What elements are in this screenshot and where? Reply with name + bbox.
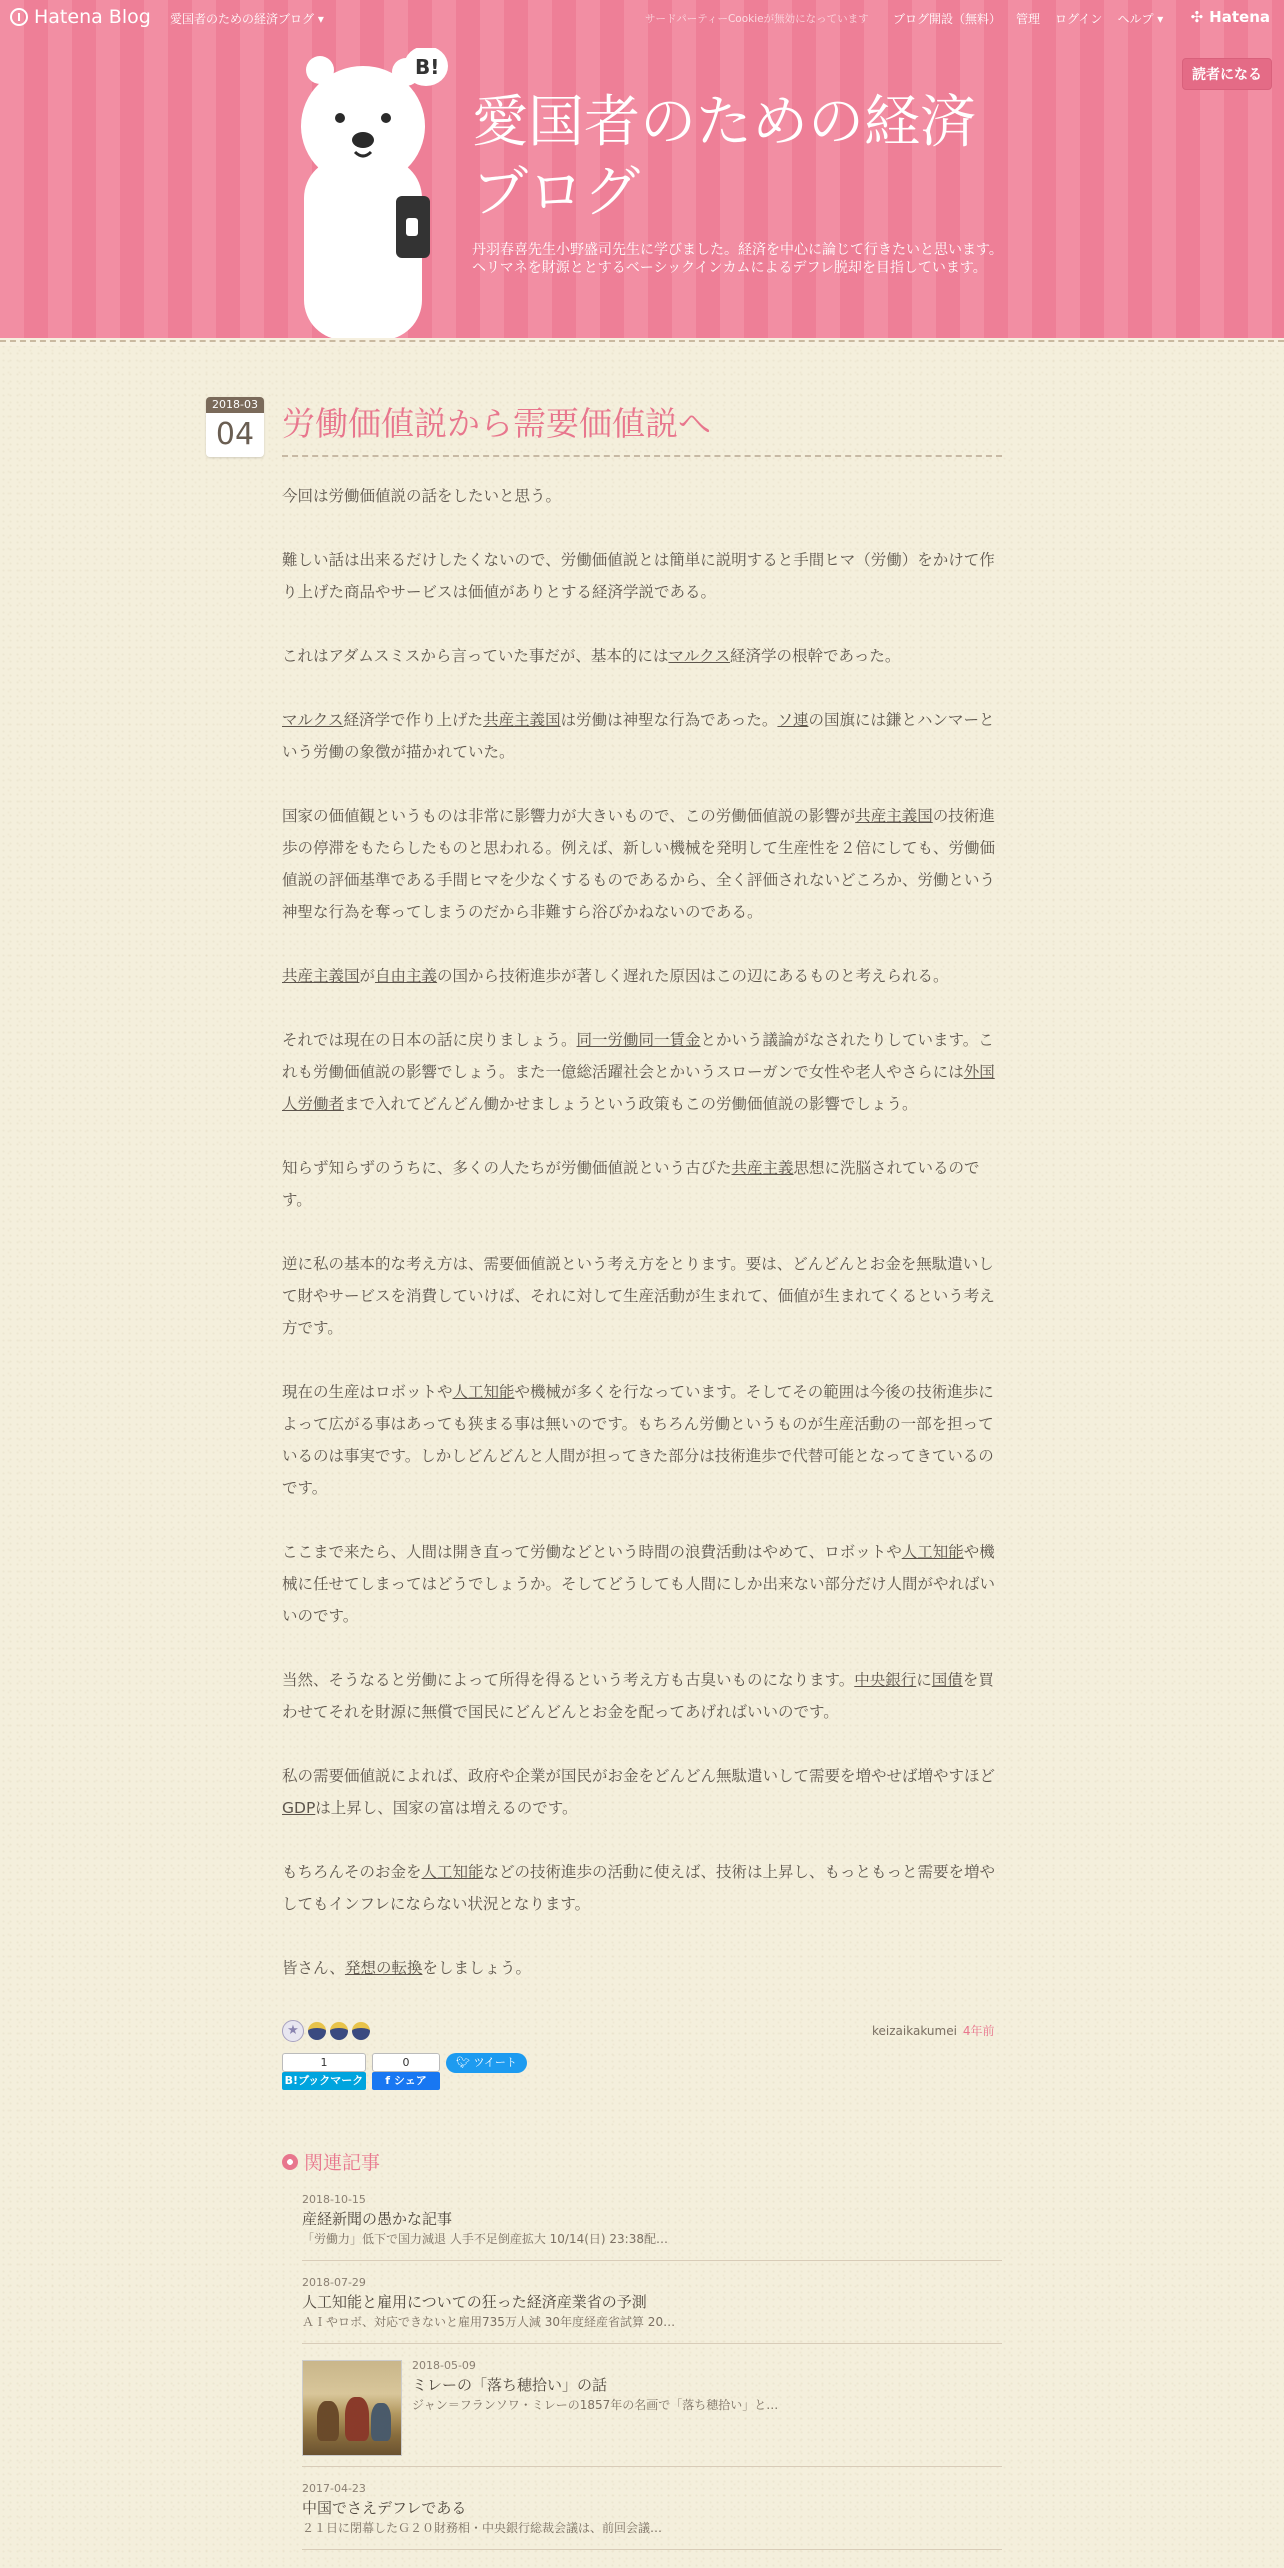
related-heading-text: 関連記事 xyxy=(304,2152,381,2174)
paragraph-text: の技術進歩の停滞をもたらしたものと思われる。例えば、新しい機械を発明して生産性を２倍にしても、労働価値説の評価基準である手間ヒマを少なくするものであるから、全く評価されないどころか、労働という神聖な行為を奪ってしまうのだから非難すら浴びかねないのである。 xyxy=(282,807,996,921)
paragraph-text: 現在の生産はロボットや xyxy=(282,1383,453,1401)
paragraph-text: 当然、そうなると労働によって所得を得るという考え方も古臭いものになります。 xyxy=(282,1671,855,1689)
related-article-item[interactable] xyxy=(302,2190,1002,2261)
keyword-link[interactable]: 外国人労働者 xyxy=(282,1063,995,1113)
hatena-menu[interactable] xyxy=(1191,8,1270,26)
keyword-link[interactable]: 共産主義国 xyxy=(282,967,360,985)
entry-paragraph xyxy=(282,1152,1002,1216)
entry-date-day: 04 xyxy=(206,413,264,457)
header-divider xyxy=(0,338,1284,346)
tweet-button[interactable] xyxy=(446,2053,527,2073)
hatena-dots-icon: ✣ xyxy=(1190,8,1204,26)
related-article-item[interactable] xyxy=(302,2479,1002,2550)
paragraph-text: に xyxy=(916,1671,932,1689)
logo-text: Hatena Blog xyxy=(34,6,151,28)
paragraph-text: 思想に洗脳されているのです。 xyxy=(282,1159,980,1209)
paragraph-text: をしましょう。 xyxy=(422,1959,531,1977)
related-article-item[interactable] xyxy=(302,2356,1002,2467)
paragraph-text: が xyxy=(359,967,376,985)
paragraph-text: 今回は労働価値説の話をしたいと思う。 xyxy=(282,487,562,505)
entry-time-ago[interactable]: 4年前 xyxy=(962,2024,995,2038)
related-article-date: 2017-04-23 xyxy=(302,2482,366,2495)
entry-byline xyxy=(872,2022,995,2039)
hatena-bookmark-button[interactable]: B!ブックマーク xyxy=(282,2072,366,2090)
blog-description: 丹羽春喜先生小野盛司先生に学びました。経済を中心に論じて行きたいと思います。ヘリマネを財源ととするベーシックインカムによるデフレ脱却を目指しています。 xyxy=(472,242,1003,276)
facebook-share-button[interactable]: f シェア xyxy=(372,2072,440,2090)
keyword-link[interactable]: 国債 xyxy=(931,1671,963,1689)
entry-date-badge[interactable] xyxy=(206,397,264,457)
keyword-link[interactable]: 共産主義国 xyxy=(483,711,561,729)
paragraph-text: 逆に私の基本的な考え方は、需要価値説という考え方をとります。要は、どんどんとお金を無駄遣いして財やサービスを消費していけば、それに対して生産活動が生まれて、価値が生まれてくるという考え方です。 xyxy=(282,1255,995,1337)
keyword-link[interactable]: 人工知能 xyxy=(421,1863,484,1881)
bear-mascot-illustration xyxy=(278,48,468,340)
keyword-link[interactable]: 発想の転換 xyxy=(344,1959,423,1977)
related-article-date: 2018-05-09 xyxy=(412,2359,476,2372)
paragraph-text: それでは現在の日本の話に戻りましょう。 xyxy=(282,1031,577,1049)
entry-content xyxy=(282,480,1002,2016)
paragraph-text: 国家の価値観というものは非常に影響力が大きいもので、この労働価値説の影響が xyxy=(282,807,856,825)
keyword-link[interactable]: 同一労働同一賃金 xyxy=(576,1031,701,1049)
header-links xyxy=(893,10,1163,27)
flower-icon xyxy=(282,2154,298,2170)
keyword-link[interactable]: 共産主義国 xyxy=(855,807,933,825)
cookie-notice: サードパーティーCookieが無効になっています xyxy=(645,13,869,25)
keyword-link[interactable]: ソ連 xyxy=(777,711,809,729)
related-article-thumbnail[interactable] xyxy=(302,2360,402,2456)
paragraph-text: は労働は神聖な行為であった。 xyxy=(560,711,778,729)
paragraph-text: の国から技術進歩が著しく遅れた原因はこの辺にあるものと考えられる。 xyxy=(437,967,949,985)
paragraph-text: これはアダムスミスから言っていた事だが、基本的には xyxy=(282,647,669,665)
related-article-excerpt: ２１日に閉幕したＧ２０財務相・中央銀行総裁会議は、前回会議… xyxy=(302,2521,663,2535)
keyword-link[interactable]: 共産主義 xyxy=(731,1159,794,1177)
twitter-bird-icon: 🐦︎ xyxy=(456,2056,470,2069)
related-article-title[interactable]: 中国でさえデフレである xyxy=(302,2499,467,2517)
entry-paragraph xyxy=(282,1856,1002,1920)
entry-paragraph xyxy=(282,480,1002,512)
keyword-link[interactable]: 人工知能 xyxy=(901,1543,964,1561)
keyword-link[interactable]: 中央銀行 xyxy=(854,1671,917,1689)
star-user-avatar[interactable] xyxy=(308,2022,326,2040)
paragraph-text: は上昇し、国家の富は増えるのです。 xyxy=(315,1799,578,1817)
related-articles-list xyxy=(302,2190,1002,2562)
entry-paragraph xyxy=(282,1760,1002,1824)
entry-paragraph xyxy=(282,640,1002,672)
entry-paragraph xyxy=(282,1664,1002,1728)
paragraph-text: 皆さん、 xyxy=(282,1959,345,1977)
add-star-button[interactable]: ★ xyxy=(282,2020,304,2042)
author-link[interactable]: keizaikakumei xyxy=(872,2024,957,2038)
related-article-excerpt: 「労働力」低下で国力減退 人手不足倒産拡大 10/14(日) 23:38配… xyxy=(302,2232,668,2246)
related-article-excerpt: ＡＩやロボ、対応できないと雇用735万人減 30年度経産省試算 20… xyxy=(302,2315,676,2329)
entry-paragraph xyxy=(282,544,1002,608)
paragraph-text: 難しい話は出来るだけしたくないので、労働価値説とは簡単に説明すると手間ヒマ（労働）をかけて作り上げた商品やサービスは価値がありとする経済学説である。 xyxy=(282,551,995,601)
facebook-share-count: 0 xyxy=(372,2053,440,2072)
keyword-link[interactable]: 自由主義 xyxy=(375,967,438,985)
paragraph-text: ここまで来たら、人間は開き直って労働などという時間の浪費活動はやめて、ロボットや xyxy=(282,1543,902,1561)
keyword-link[interactable]: GDP xyxy=(282,1799,316,1817)
entry-paragraph xyxy=(282,800,1002,928)
related-article-title[interactable]: 産経新聞の愚かな記事 xyxy=(302,2210,453,2228)
entry-title[interactable]: 労働価値説から需要価値説へ xyxy=(282,398,1002,457)
paragraph-text: や機械に任せてしまってはどうでしょうか。そしてどうしても人間にしか出来ない部分だけ人間がやればいいのです。 xyxy=(282,1543,996,1625)
blog-menu-dropdown[interactable]: 愛国者のための経済ブログ ▾ xyxy=(170,12,324,26)
entry-paragraph xyxy=(282,960,1002,992)
star-area xyxy=(282,2020,370,2042)
related-article-title[interactable]: ミレーの「落ち穂拾い」の話 xyxy=(412,2376,608,2394)
paragraph-text: の国旗には鎌とハンマーという労働の象徴が描かれていた。 xyxy=(282,711,995,761)
keyword-link[interactable]: 人工知能 xyxy=(452,1383,515,1401)
related-article-date: 2018-07-29 xyxy=(302,2276,366,2289)
related-article-excerpt: ジャン＝フランソワ・ミレーの1857年の名画で「落ち穂拾い」と… xyxy=(412,2398,779,2412)
paragraph-text: などの技術進歩の活動に使えば、技術は上昇し、もっともっと需要を増やしてもインフレにならない状況となります。 xyxy=(282,1863,996,1913)
related-article-title[interactable]: 人工知能と雇用についての狂った経済産業省の予測 xyxy=(302,2293,647,2311)
hatena-blog-logo[interactable] xyxy=(10,6,151,28)
blog-title[interactable]: 愛国者のための経済ブログ xyxy=(472,90,976,225)
tweet-label: ツイート xyxy=(473,2056,517,2069)
admin-link[interactable]: 管理 xyxy=(1016,12,1041,26)
star-user-avatar[interactable] xyxy=(330,2022,348,2040)
blog-header xyxy=(0,0,1284,342)
facebook-share[interactable] xyxy=(372,2053,440,2090)
paragraph-text: 経済学の根幹であった。 xyxy=(729,647,901,665)
entry-date-year-month: 2018-03 xyxy=(206,397,264,413)
related-article-date: 2018-10-15 xyxy=(302,2193,366,2206)
share-buttons xyxy=(282,2053,527,2090)
entry-paragraph xyxy=(282,1536,1002,1632)
paragraph-text: まで入れてどんどん働かせましょうという政策もこの労働価値説の影響でしょう。 xyxy=(344,1095,918,1113)
paragraph-text: を買わせてそれを財源に無償で国民にどんどんとお金を配ってあげればいいのです。 xyxy=(282,1671,994,1721)
keyword-link[interactable]: マルクス xyxy=(282,711,344,729)
hatena-bookmark-count: 1 xyxy=(282,2053,366,2072)
hatena-blog-logo-icon xyxy=(10,8,28,26)
login-link[interactable]: ログイン xyxy=(1055,12,1103,26)
related-article-item[interactable] xyxy=(302,2273,1002,2344)
entry-paragraph xyxy=(282,1248,1002,1344)
entry-paragraph xyxy=(282,1376,1002,1504)
mascot-bubble-text: B! xyxy=(415,55,440,79)
hatena-label: Hatena xyxy=(1209,8,1270,26)
paragraph-text: 経済学で作り上げた xyxy=(343,711,484,729)
global-header xyxy=(0,0,1284,36)
entry-paragraph xyxy=(282,1952,1002,1984)
paragraph-text: や機械が多くを行なっています。そしてその範囲は今後の技術進歩によって広がる事はあっても狭まる事は無いのです。もちろん労働というものが生産活動の一部を担っているのは事実です。しかしどんどんと人間が担ってきた部分は技術進歩で代替可能となってきているのです。 xyxy=(282,1383,994,1497)
help-menu[interactable]: ヘルプ ▾ xyxy=(1117,12,1164,26)
entry-paragraph xyxy=(282,704,1002,768)
star-user-avatar[interactable] xyxy=(352,2022,370,2040)
paragraph-text: もちろんそのお金を xyxy=(282,1863,422,1881)
subscribe-button[interactable]: 読者になる xyxy=(1182,58,1272,90)
paragraph-text: とかいう議論がなされたりしています。これも労働価値説の影響でしょう。また一億総活躍社会とかいうスローガンで女性や老人やさらには xyxy=(282,1031,994,1081)
keyword-link[interactable]: マルクス xyxy=(668,647,730,665)
related-articles-heading xyxy=(282,2148,380,2175)
hatena-bookmark-share[interactable] xyxy=(282,2053,366,2090)
entry-paragraph xyxy=(282,1024,1002,1120)
paragraph-text: 知らず知らずのうちに、多くの人たちが労働価値説という古びた xyxy=(282,1159,732,1177)
paragraph-text: 私の需要価値説によれば、政府や企業が国民がお金をどんどん無駄遣いして需要を増やせば増やすほど xyxy=(282,1767,996,1785)
open-blog-link[interactable]: ブログ開設（無料） xyxy=(893,12,1002,26)
